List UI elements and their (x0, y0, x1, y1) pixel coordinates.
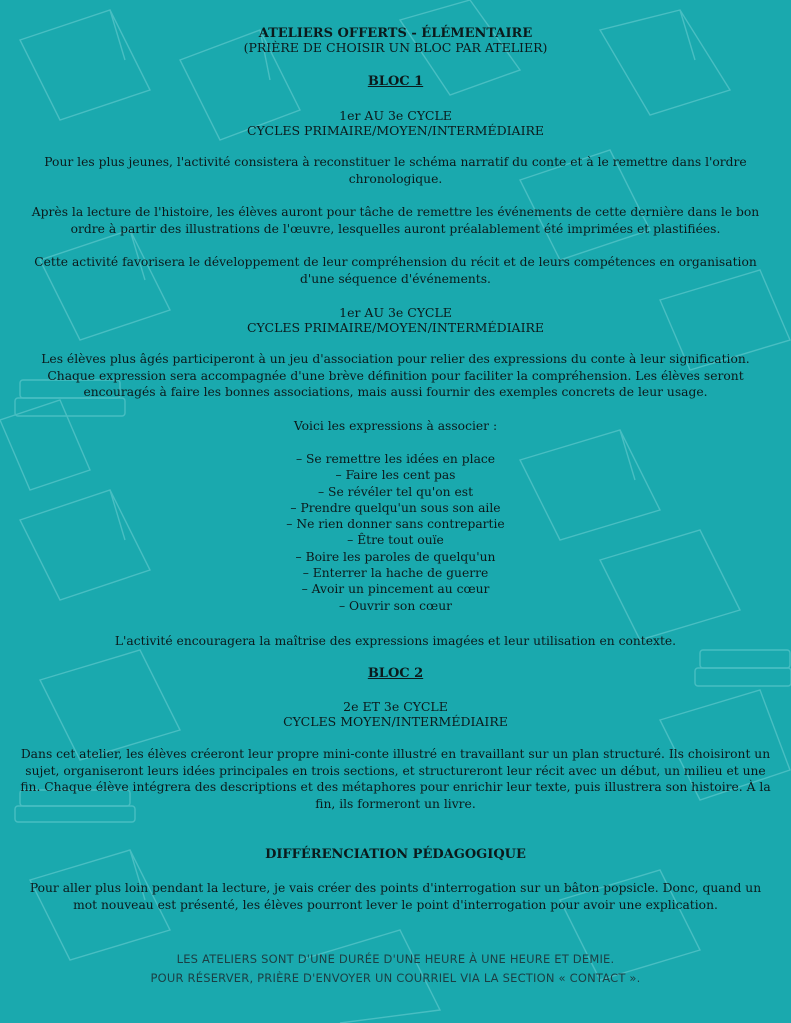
differentiation-paragraph: Pour aller plus loin pendant la lecture, je vais créer des points d'interrogation sur un bâton popsicle. Donc, quand un mot nouveau est présenté, les élèves pourront lever le point d'interrogation pour avoir une explication. (29, 881, 762, 912)
expression-item: – Faire les cent pas (335, 468, 456, 483)
expression-item: – Se révéler tel qu'on est (317, 484, 474, 499)
expression-item: – Être tout ouïe (347, 533, 444, 548)
expression-item: – Enterrer la hache de guerre (302, 566, 489, 581)
differentiation-heading: DIFFÉRENCIATION PÉDAGOGIQUE (265, 847, 526, 862)
bloc2-cycle-line2: CYCLES MOYEN/INTERMÉDIAIRE (283, 714, 508, 729)
bloc1-b-paragraph-1: Les élèves plus âgés participeront à un jeu d'association pour relier des expressions du conte à leur signification. Chaque expression sera accompagnée d'une brève définition pour faciliter la compréhension. Les élèves seront encouragés à faire les bonnes associations, mais aussi fournir des exemples concrets de leur usage. (41, 352, 750, 399)
expression-item: – Ouvrir son cœur (339, 598, 452, 613)
expression-item: – Ne rien donner sans contrepartie (286, 517, 505, 532)
bloc1-a-cycle-line1: 1er AU 3e CYCLE (339, 108, 452, 123)
bloc2-heading: BLOC 2 (367, 666, 424, 681)
expression-item: – Boire les paroles de quelqu'un (295, 549, 496, 564)
expressions-list (0, 451, 791, 614)
bloc1-a-paragraph-3: Cette activité favorisera le développement de leur compréhension du récit et de leurs compétences en organisation d'une séquence d'événements. (34, 255, 757, 286)
footer-line-1: LES ATELIERS SONT D'UNE DURÉE D'UNE HEURE À UNE HEURE ET DEMIE. (176, 952, 615, 966)
expression-item: – Se remettre les idées en place (295, 452, 496, 466)
bloc2-paragraph: Dans cet atelier, les élèves créeront leur propre mini-conte illustré en travaillant sur un plan structuré. Ils choisiront un sujet, organiseront leurs idées principales en trois sections, et structureront leur récit avec un début, un milieu et une fin. Chaque élève intégrera des descriptions et des métaphores pour enrichir leur texte, puis illustrera son histoire. À la fin, ils formeront un livre. (20, 747, 771, 811)
bloc1-b-cycle-line1: 1er AU 3e CYCLE (339, 305, 452, 320)
bloc1-a-paragraph-1: Pour les plus jeunes, l'activité consistera à reconstituer le schéma narratif du conte et à le remettre dans l'ordre chronologique. (44, 155, 747, 186)
bloc1-a-paragraph-2: Après la lecture de l'histoire, les élèves auront pour tâche de remettre les événements de cette dernière dans le bon ordre à partir des illustrations de l'œuvre, lesquelles auront préalablement été imprimées et plastifiées. (31, 205, 760, 236)
expression-item: – Prendre quelqu'un sous son aile (290, 500, 501, 515)
expression-item: – Avoir un pincement au cœur (301, 582, 490, 597)
bloc1-b-intro: Voici les expressions à associer : (293, 419, 498, 433)
bloc2-cycle-line1: 2e ET 3e CYCLE (343, 699, 448, 714)
bloc1-b-paragraph-2: L'activité encouragera la maîtrise des expressions imagées et leur utilisation en contexte. (114, 634, 677, 648)
bloc1-b-cycle-line2: CYCLES PRIMAIRE/MOYEN/INTERMÉDIAIRE (246, 320, 545, 335)
footer-line-2: POUR RÉSERVER, PRIÈRE D'ENVOYER UN COURRIEL VIA LA SECTION « CONTACT ». (150, 971, 641, 985)
page-subtitle: (PRIÈRE DE CHOISIR UN BLOC PAR ATELIER) (243, 40, 548, 55)
page-title: ATELIERS OFFERTS - ÉLÉMENTAIRE (258, 26, 533, 41)
bloc1-heading: BLOC 1 (367, 74, 424, 89)
bloc1-a-cycle-line2: CYCLES PRIMAIRE/MOYEN/INTERMÉDIAIRE (246, 123, 545, 138)
